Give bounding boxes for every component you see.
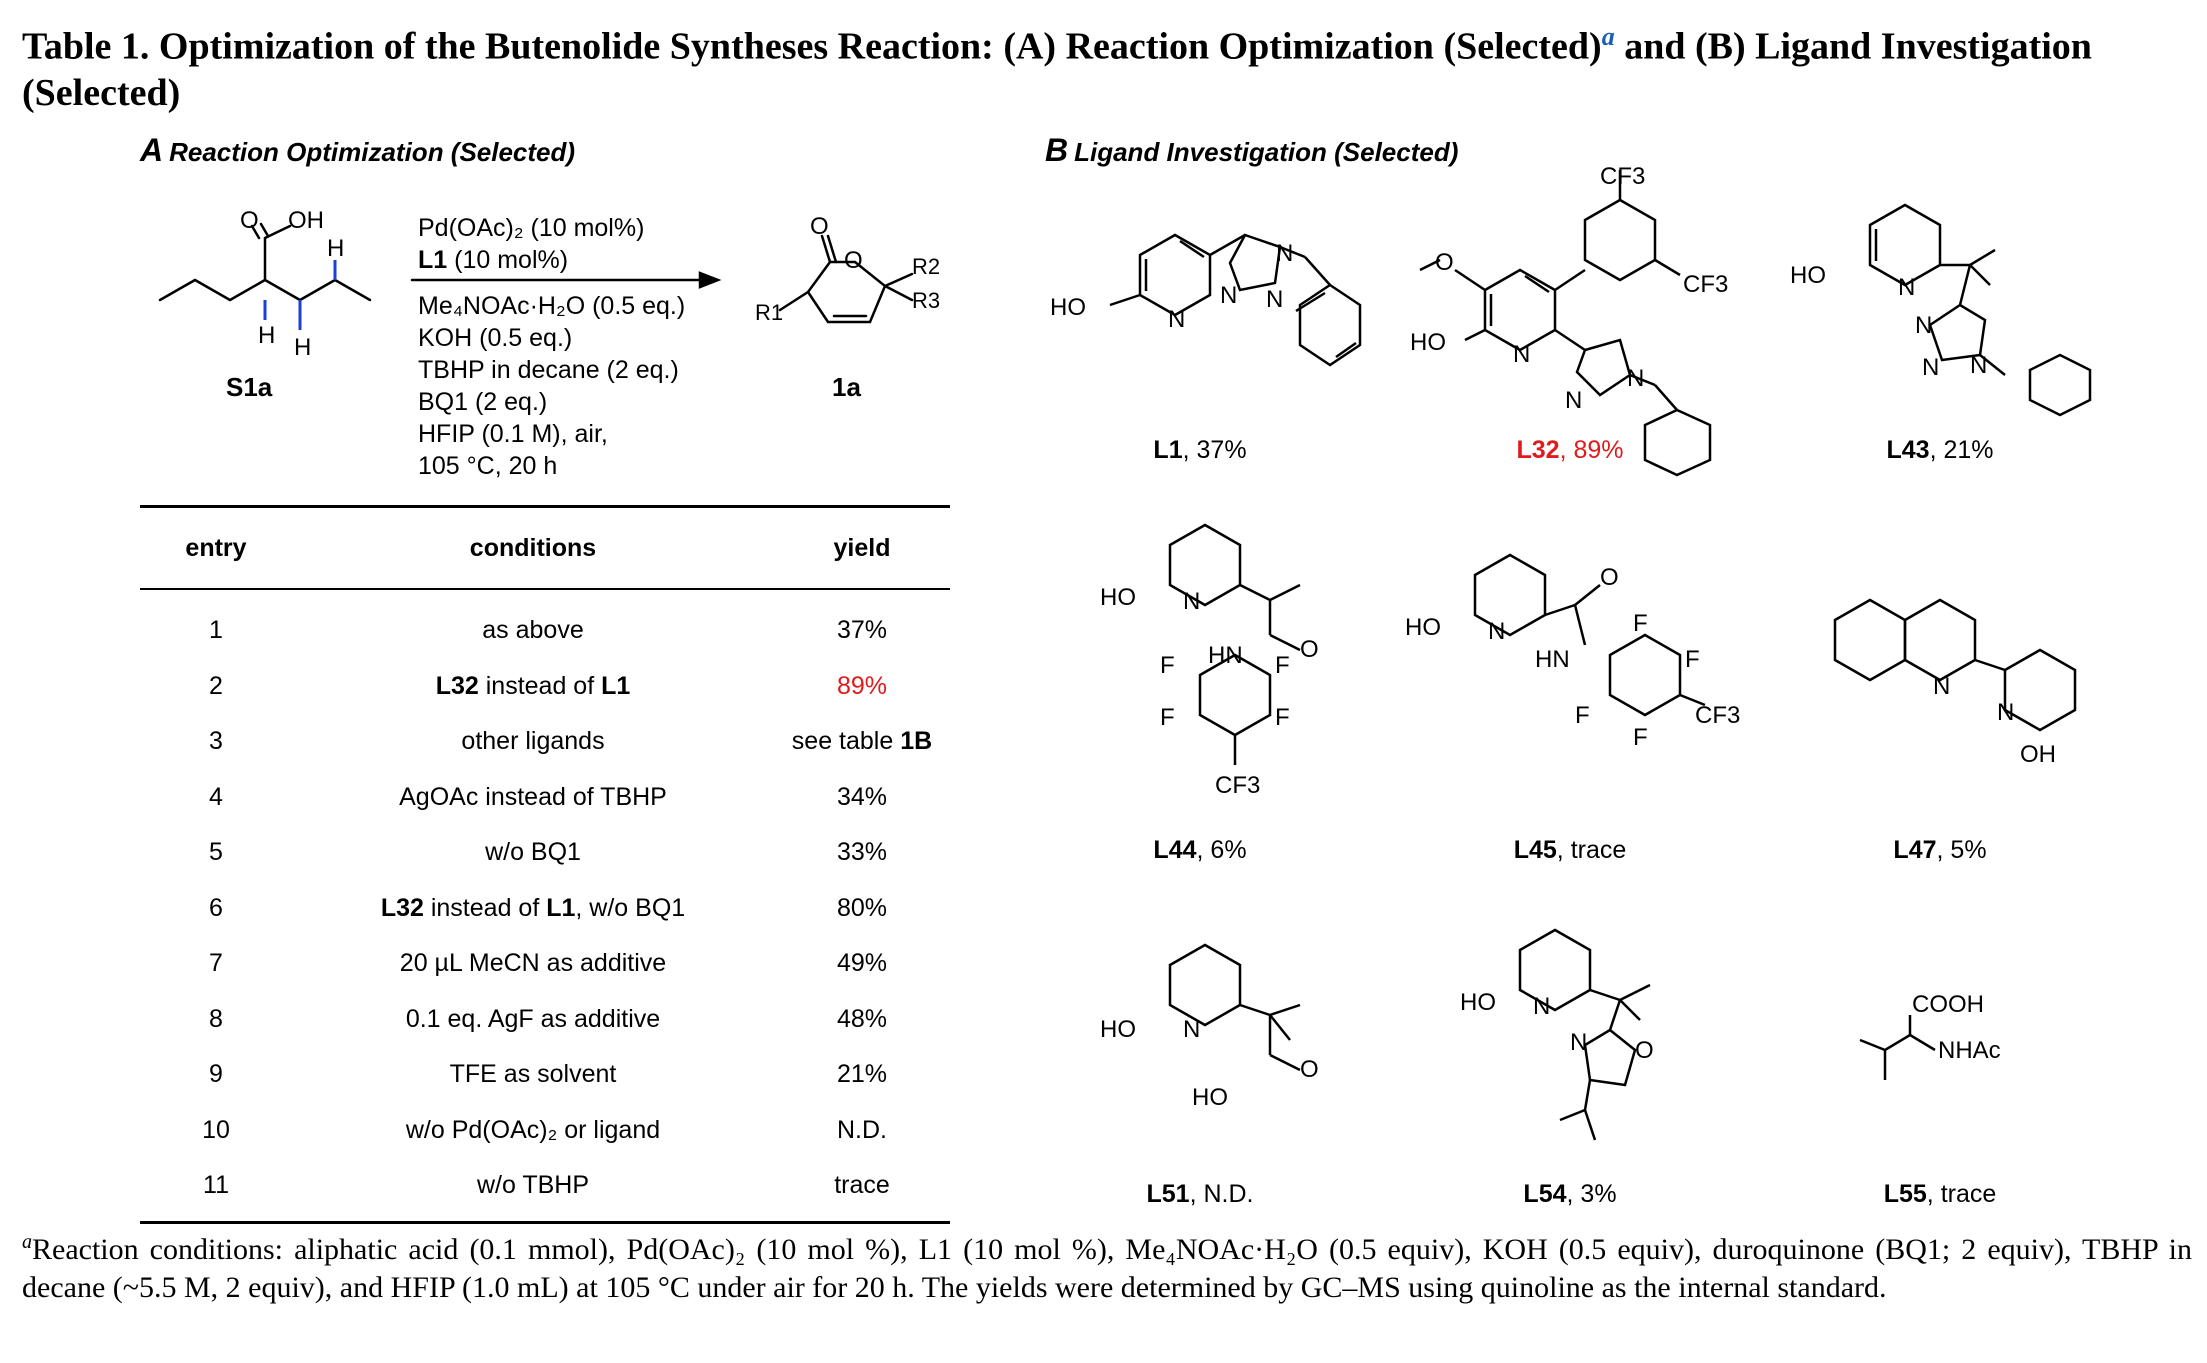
- svg-text:HO: HO: [1100, 584, 1136, 611]
- condition-ligand: L1 (10 mol%): [418, 246, 569, 274]
- svg-text:O: O: [1600, 564, 1619, 591]
- table-header-row: [140, 507, 950, 590]
- header-yield: yield: [774, 507, 950, 590]
- cell-yield: 21%: [836, 1060, 888, 1089]
- svg-text:OH: OH: [2020, 741, 2056, 768]
- svg-text:N: N: [1627, 365, 1645, 392]
- table-row: [140, 659, 950, 715]
- ligand-l55-caption: L55, trace: [1883, 1180, 1997, 1208]
- table-row: [140, 992, 950, 1048]
- svg-text:HO: HO: [1790, 262, 1826, 289]
- ligand-l45-structure: [1405, 555, 1741, 795]
- svg-text:O: O: [1300, 636, 1319, 663]
- table-title: Table 1. Optimization of the Butenolide Syntheses Reaction: (A) Reaction Optimization (Selected)$^a$ and (B) Ligand Investigation (Selected): [22, 22, 2092, 114]
- svg-text:N: N: [1970, 352, 1988, 379]
- svg-text:HO: HO: [1405, 614, 1441, 641]
- cell-yield: N.D.: [837, 1115, 887, 1144]
- ligand-l47-structure: [1825, 590, 2105, 770]
- svg-text:HO: HO: [1100, 1016, 1136, 1043]
- cell-yield: 48%: [836, 1004, 888, 1033]
- svg-text:OH: OH: [288, 207, 324, 234]
- cell-entry: 11: [140, 1158, 292, 1222]
- svg-text:O: O: [1300, 1056, 1319, 1083]
- svg-text:N: N: [1898, 274, 1916, 301]
- svg-text:R2: R2: [912, 254, 941, 279]
- svg-text:CF3: CF3: [1600, 163, 1646, 190]
- svg-text:H: H: [258, 322, 276, 349]
- svg-text:N: N: [1570, 1029, 1588, 1056]
- cell-conditions: other ligands: [461, 727, 605, 756]
- cell-entry: 8: [209, 1004, 223, 1033]
- cell-yield: 49%: [836, 949, 888, 978]
- svg-text:F: F: [1275, 652, 1290, 679]
- cell-conditions: w/o BQ1: [485, 838, 581, 867]
- svg-text:F: F: [1633, 724, 1648, 751]
- ligand-l47-caption: L47, 5%: [1893, 836, 1987, 864]
- table-footnote: $^a$Reaction conditions: aliphatic acid (0.1 mmol), Pd(OAc)₂ (10 mol %), L1 (10 mol %), Me₄NOAc·H₂O (0.5 equiv), KOH (0.5 equiv), duroquinone (BQ1; 2 equiv), TBHP in decane (~5.5 M, 2 equiv), and HFIP (1.0 mL) at 105 °C under air for 20 h. The yields were determined by GC–MS using quinoline as the internal standard.: [22, 1231, 2192, 1304]
- condition-temperature: 105 °C, 20 h: [418, 452, 558, 480]
- svg-text:R3: R3: [912, 288, 941, 313]
- ligand-l55-structure: [1850, 990, 2050, 1100]
- svg-text:R1: R1: [755, 300, 784, 325]
- ligand-l43-caption: L43, 21%: [1886, 436, 1994, 464]
- svg-text:O: O: [844, 247, 863, 274]
- svg-text:HO: HO: [1050, 294, 1086, 321]
- ligand-l1-structure: [1040, 205, 1380, 425]
- svg-text:O: O: [1435, 249, 1454, 276]
- optimization-table: [140, 505, 950, 1224]
- table-row: [140, 714, 950, 770]
- section-a-heading: A Reaction Optimization (Selected): [140, 132, 576, 168]
- ligand-l45-caption: L45, trace: [1513, 836, 1627, 864]
- cell-conditions: as above: [482, 616, 584, 645]
- ligand-l54-caption: L54, 3%: [1523, 1180, 1617, 1208]
- svg-text:O: O: [240, 207, 259, 234]
- cell-entry: 10: [202, 1115, 230, 1144]
- svg-text:N: N: [1933, 673, 1951, 700]
- table-row: [140, 936, 950, 992]
- svg-text:F: F: [1575, 702, 1590, 729]
- svg-text:N: N: [1922, 354, 1940, 381]
- ligand-l44-caption: L44, 6%: [1153, 836, 1247, 864]
- ligand-l32-caption: L32, 89%: [1516, 436, 1624, 464]
- svg-text:N: N: [1488, 618, 1506, 645]
- condition-base: KOH (0.5 eq.): [418, 324, 573, 352]
- cell-entry: 3: [209, 727, 223, 756]
- cell-conditions: TFE as solvent: [449, 1060, 617, 1089]
- cell-conditions: AgOAc instead of TBHP: [399, 782, 667, 811]
- cell-yield: see table 1B: [791, 727, 933, 756]
- svg-text:CF3: CF3: [1215, 772, 1261, 799]
- svg-text:HN: HN: [1208, 642, 1243, 669]
- svg-text:O: O: [810, 213, 829, 240]
- table-row: [140, 589, 950, 659]
- table-row: [140, 881, 950, 937]
- cell-entry: 6: [209, 893, 223, 922]
- header-entry: entry: [140, 507, 292, 590]
- svg-text:N: N: [1266, 286, 1284, 313]
- table-row: [140, 1103, 950, 1159]
- svg-text:COOH: COOH: [1912, 991, 1984, 1018]
- ligand-l32-structure: [1405, 160, 1785, 470]
- ligand-l51-caption: L51, N.D.: [1146, 1180, 1254, 1208]
- cell-conditions: w/o TBHP: [292, 1158, 774, 1222]
- svg-text:H: H: [327, 235, 345, 262]
- cell-entry: 7: [209, 949, 223, 978]
- svg-text:CF3: CF3: [1695, 702, 1741, 729]
- svg-text:N: N: [1533, 993, 1551, 1020]
- cell-yield: 33%: [836, 838, 888, 867]
- table-row: [140, 1158, 950, 1222]
- ligand-l54-structure: [1460, 930, 1710, 1160]
- cell-entry: 2: [209, 671, 223, 700]
- svg-text:NHAc: NHAc: [1938, 1037, 2001, 1064]
- ligand-l43-structure: [1780, 205, 2100, 425]
- substrate-label: S1a: [226, 372, 273, 402]
- condition-solvent: HFIP (0.1 M), air,: [418, 420, 608, 448]
- cell-yield: 80%: [836, 893, 888, 922]
- condition-catalyst: Pd(OAc)₂ (10 mol%): [418, 214, 645, 242]
- svg-text:F: F: [1275, 704, 1290, 731]
- cell-yield: 89%: [836, 671, 888, 700]
- table-row: [140, 770, 950, 826]
- cell-conditions: w/o Pd(OAc)₂ or ligand: [405, 1115, 661, 1144]
- svg-text:O: O: [1635, 1037, 1654, 1064]
- svg-text:HO: HO: [1460, 989, 1496, 1016]
- cell-yield: 37%: [836, 616, 888, 645]
- cell-entry: 1: [209, 616, 223, 645]
- header-conditions: conditions: [292, 507, 774, 590]
- svg-text:F: F: [1633, 610, 1648, 637]
- cell-conditions: 20 µL MeCN as additive: [399, 949, 667, 978]
- svg-text:N: N: [1997, 699, 2015, 726]
- condition-quinone: BQ1 (2 eq.): [418, 388, 548, 416]
- section-b-heading: B Ligand Investigation (Selected): [1045, 132, 1459, 168]
- condition-base-salt: Me₄NOAc·H₂O (0.5 eq.): [418, 292, 686, 320]
- cell-conditions: L32 instead of L1: [435, 671, 631, 700]
- cell-entry: 9: [209, 1060, 223, 1089]
- svg-text:F: F: [1685, 646, 1700, 673]
- svg-text:N: N: [1276, 240, 1294, 267]
- svg-text:N: N: [1513, 341, 1531, 368]
- cell-conditions: L32 instead of L1, w/o BQ1: [380, 893, 686, 922]
- table-row: [140, 1047, 950, 1103]
- condition-oxidant: TBHP in decane (2 eq.): [418, 356, 679, 384]
- table-row: [140, 825, 950, 881]
- svg-text:HO: HO: [1410, 329, 1446, 356]
- cell-yield: trace: [774, 1158, 950, 1222]
- ligand-l1-caption: L1, 37%: [1153, 436, 1247, 464]
- cell-entry: 5: [209, 838, 223, 867]
- reaction-conditions: [418, 212, 685, 482]
- svg-text:N: N: [1565, 387, 1583, 414]
- svg-text:F: F: [1160, 652, 1175, 679]
- svg-text:HN: HN: [1535, 646, 1570, 673]
- svg-text:H: H: [294, 334, 312, 361]
- svg-text:N: N: [1220, 282, 1238, 309]
- svg-text:CF3: CF3: [1683, 271, 1729, 298]
- ligand-l51-structure: [1100, 945, 1350, 1125]
- svg-text:F: F: [1160, 704, 1175, 731]
- svg-text:N: N: [1168, 306, 1186, 333]
- ligand-l44-structure: [1100, 525, 1360, 815]
- cell-yield: 34%: [836, 782, 888, 811]
- cell-entry: 4: [209, 782, 223, 811]
- svg-text:N: N: [1183, 1016, 1201, 1043]
- svg-text:N: N: [1915, 312, 1933, 339]
- cell-conditions: 0.1 eq. AgF as additive: [405, 1004, 661, 1033]
- svg-text:HO: HO: [1192, 1084, 1228, 1111]
- product-label: 1a: [832, 372, 861, 402]
- svg-text:N: N: [1183, 588, 1201, 615]
